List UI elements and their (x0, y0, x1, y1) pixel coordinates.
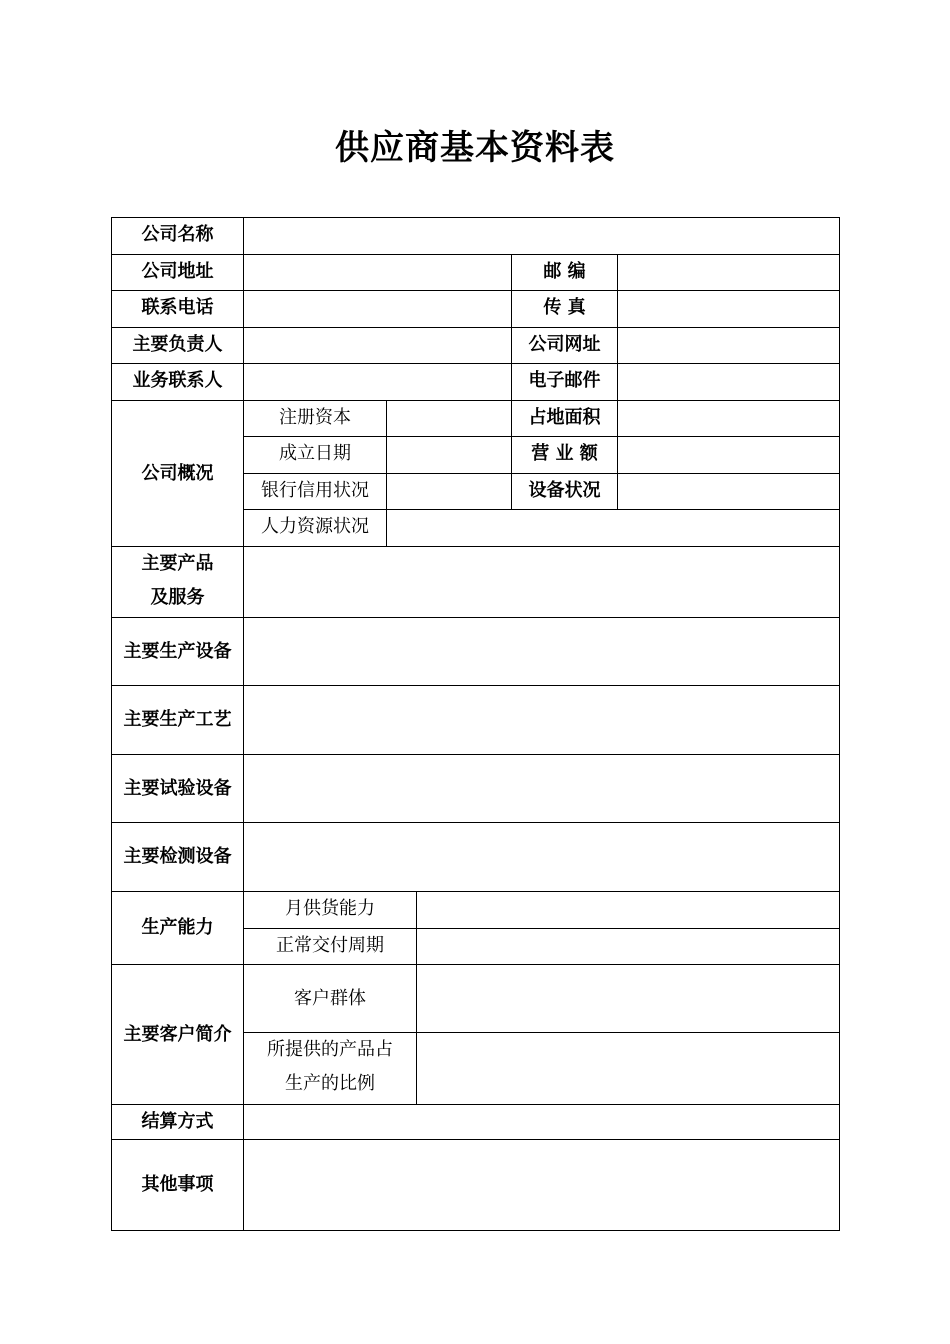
hr-status-label: 人力资源状况 (244, 510, 387, 547)
turnover-field[interactable] (618, 437, 840, 474)
row-company-name (112, 218, 840, 255)
customer-groups-field[interactable] (417, 965, 840, 1033)
person-in-charge-label: 主要负责人 (112, 328, 244, 364)
company-address-label: 公司地址 (112, 255, 244, 291)
row-test-equipment (112, 755, 840, 823)
row-settlement (112, 1105, 840, 1140)
email-label: 电子邮件 (512, 364, 618, 401)
production-equipment-label: 主要生产设备 (112, 618, 244, 686)
row-inspection-equipment (112, 823, 840, 892)
customer-groups-label: 客户群体 (244, 965, 417, 1033)
row-other (112, 1140, 840, 1231)
website-field[interactable] (618, 328, 840, 364)
monthly-supply-label: 月供货能力 (244, 892, 417, 929)
row-customers-1 (112, 965, 840, 1033)
production-process-field[interactable] (244, 686, 840, 755)
capacity-label: 生产能力 (112, 892, 244, 965)
product-share-line2: 生产的比例 (285, 1073, 375, 1094)
products-services-field[interactable] (244, 547, 840, 618)
company-name-field[interactable] (244, 218, 840, 255)
equipment-status-label: 设备状况 (512, 474, 618, 510)
floor-area-field[interactable] (618, 401, 840, 437)
products-services-label (112, 547, 244, 618)
monthly-supply-field[interactable] (417, 892, 840, 929)
test-equipment-field[interactable] (244, 755, 840, 823)
bank-credit-label: 银行信用状况 (244, 474, 387, 510)
other-matters-field[interactable] (244, 1140, 840, 1231)
delivery-cycle-field[interactable] (417, 929, 840, 965)
production-equipment-field[interactable] (244, 618, 840, 686)
registered-capital-label: 注册资本 (244, 401, 387, 437)
row-business-contact (112, 364, 840, 401)
established-date-label: 成立日期 (244, 437, 387, 474)
inspection-equipment-field[interactable] (244, 823, 840, 892)
phone-label: 联系电话 (112, 291, 244, 328)
email-field[interactable] (618, 364, 840, 401)
products-label-line2: 及服务 (150, 587, 205, 608)
settlement-field[interactable] (244, 1105, 840, 1140)
company-overview-label: 公司概况 (112, 401, 244, 547)
row-company-address (112, 255, 840, 291)
product-share-label (244, 1033, 417, 1105)
company-name-label: 公司名称 (112, 218, 244, 255)
production-process-label: 主要生产工艺 (112, 686, 244, 755)
floor-area-label: 占地面积 (512, 401, 618, 437)
settlement-label: 结算方式 (112, 1105, 244, 1140)
row-person-in-charge (112, 328, 840, 364)
fax-label: 传 真 (512, 291, 618, 328)
business-contact-field[interactable] (244, 364, 512, 401)
bank-credit-field[interactable] (387, 474, 512, 510)
business-contact-label: 业务联系人 (112, 364, 244, 401)
row-production-process (112, 686, 840, 755)
supplier-info-form (111, 217, 840, 1231)
page-title: 供应商基本资料表 (335, 128, 615, 168)
customers-label: 主要客户简介 (112, 965, 244, 1105)
products-label-line1: 主要产品 (141, 553, 214, 574)
registered-capital-field[interactable] (387, 401, 512, 437)
person-in-charge-field[interactable] (244, 328, 512, 364)
hr-status-field[interactable] (387, 510, 840, 547)
turnover-label: 营 业 额 (512, 437, 618, 474)
product-share-field[interactable] (417, 1033, 840, 1105)
row-products (112, 547, 840, 618)
product-share-line1: 所提供的产品占 (267, 1039, 393, 1060)
equipment-status-field[interactable] (618, 474, 840, 510)
row-production-equipment (112, 618, 840, 686)
inspection-equipment-label: 主要检测设备 (112, 823, 244, 892)
phone-field[interactable] (244, 291, 512, 328)
website-label: 公司网址 (512, 328, 618, 364)
established-date-field[interactable] (387, 437, 512, 474)
fax-field[interactable] (618, 291, 840, 328)
test-equipment-label: 主要试验设备 (112, 755, 244, 823)
company-address-field[interactable] (244, 255, 512, 291)
postcode-field[interactable] (618, 255, 840, 291)
postcode-label: 邮 编 (512, 255, 618, 291)
row-capacity-1 (112, 892, 840, 929)
row-phone (112, 291, 840, 328)
other-matters-label: 其他事项 (112, 1140, 244, 1231)
delivery-cycle-label: 正常交付周期 (244, 929, 417, 965)
row-overview-1 (112, 401, 840, 437)
